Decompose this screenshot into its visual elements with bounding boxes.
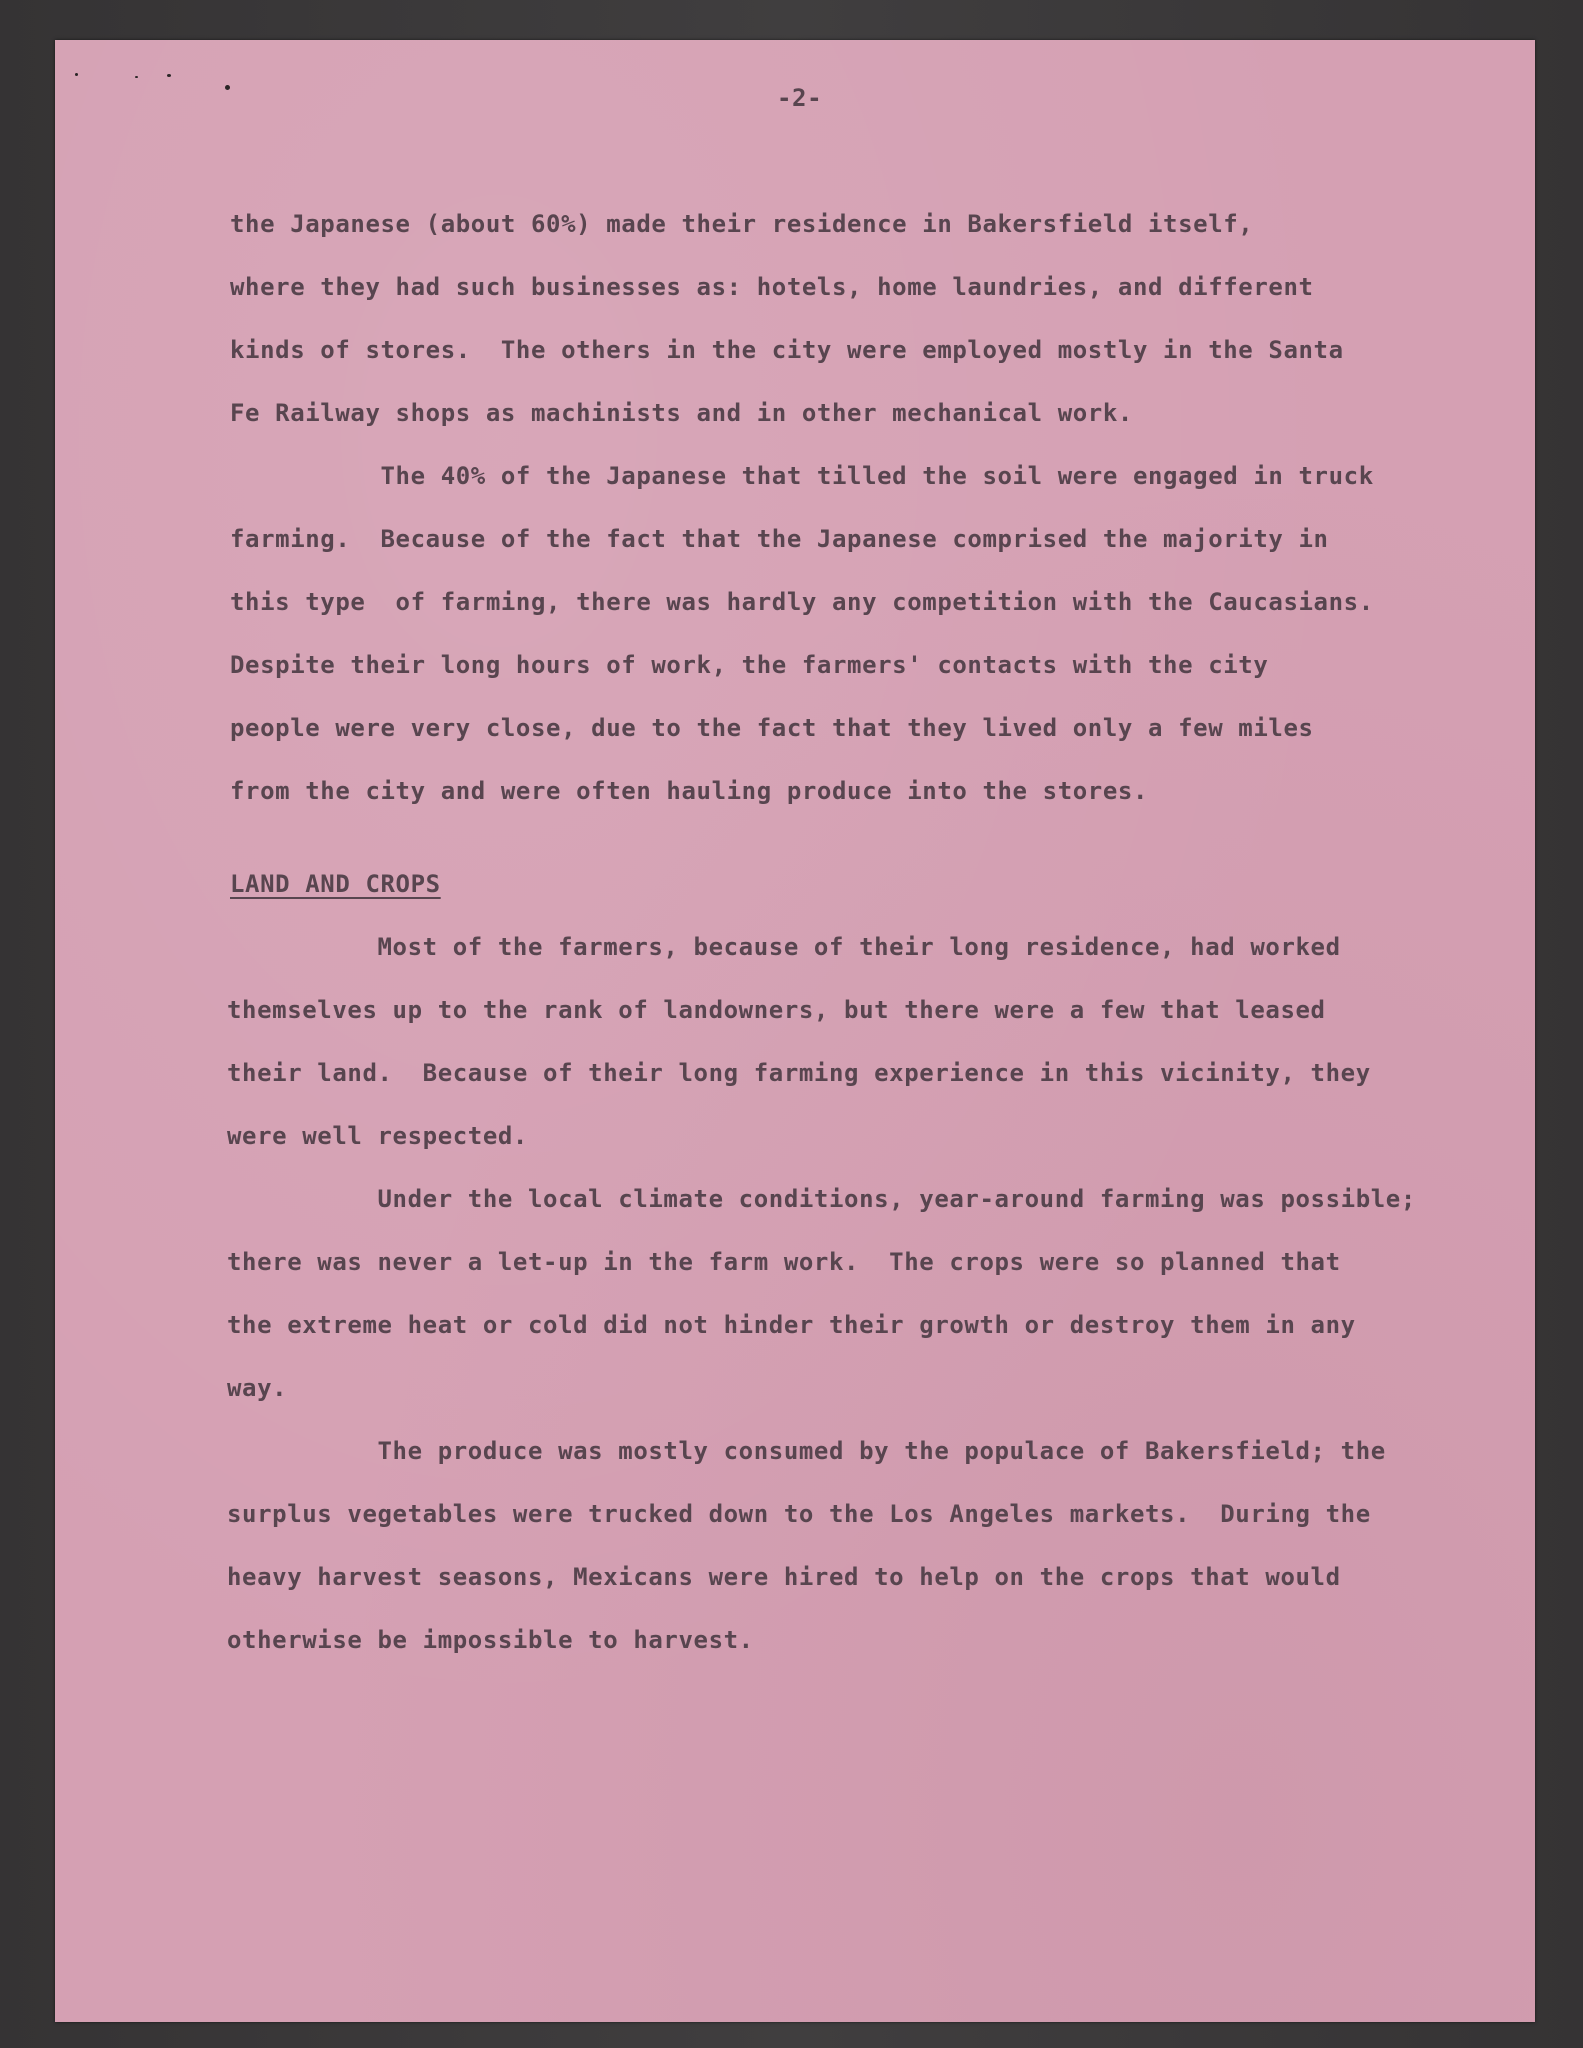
text-line: Under the local climate conditions, year-around farming was possible; xyxy=(227,1185,1416,1213)
text-line: people were very close, due to the fact that they lived only a few miles xyxy=(230,714,1314,742)
text-line: the extreme heat or cold did not hinder their growth or destroy them in any xyxy=(227,1311,1356,1339)
text-line: Fe Railway shops as machinists and in other mechanical work. xyxy=(230,399,1133,427)
text-line: way. xyxy=(227,1374,288,1402)
text-line: their land. Because of their long farming experience in this vicinity, they xyxy=(227,1059,1371,1087)
text-line: themselves up to the rank of landowners, but there were a few that leased xyxy=(227,996,1326,1024)
text-line: this type of farming, there was hardly any competition with the Caucasians. xyxy=(230,588,1374,616)
text-line: kinds of stores. The others in the city were employed mostly in the Santa xyxy=(230,336,1344,364)
text-line: the Japanese (about 60%) made their residence in Bakersfield itself, xyxy=(230,210,1254,238)
text-line: The 40% of the Japanese that tilled the soil were engaged in truck xyxy=(230,462,1374,490)
text-line: where they had such businesses as: hotels, home laundries, and different xyxy=(230,273,1314,301)
document-page xyxy=(55,40,1535,2022)
ink-speck xyxy=(167,74,171,77)
text-line: heavy harvest seasons, Mexicans were hired to help on the crops that would xyxy=(227,1563,1341,1591)
ink-speck xyxy=(75,73,78,76)
text-line: otherwise be impossible to harvest. xyxy=(227,1626,754,1654)
text-line: Despite their long hours of work, the farmers' contacts with the city xyxy=(230,651,1269,679)
page-number: -2- xyxy=(777,84,823,112)
text-line: Most of the farmers, because of their long residence, had worked xyxy=(227,933,1341,961)
text-line: from the city and were often hauling produce into the stores. xyxy=(230,777,1149,805)
ink-speck xyxy=(135,76,138,78)
text-line: The produce was mostly consumed by the populace of Bakersfield; the xyxy=(227,1437,1386,1465)
text-line: there was never a let-up in the farm work. The crops were so planned that xyxy=(227,1248,1341,1276)
text-line: farming. Because of the fact that the Japanese comprised the majority in xyxy=(230,525,1329,553)
section-heading: LAND AND CROPS xyxy=(230,870,441,898)
ink-speck xyxy=(225,85,230,90)
text-line: were well respected. xyxy=(227,1122,528,1150)
text-line: surplus vegetables were trucked down to the Los Angeles markets. During the xyxy=(227,1500,1371,1528)
